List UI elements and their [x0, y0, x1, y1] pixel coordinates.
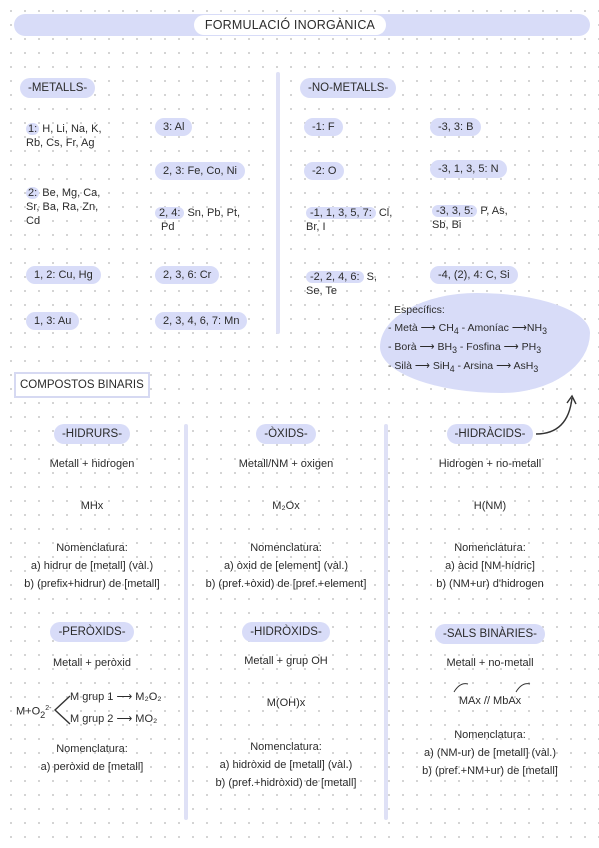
divider: [276, 72, 280, 334]
page-title: FORMULACIÓ INORGÀNICA: [194, 15, 386, 35]
hidracids-heading: -HIDRÀCIDS-: [447, 424, 534, 444]
oxids-block: [188, 424, 384, 591]
nomenclatura-label: Nomenclatura:: [56, 743, 128, 755]
nomenclatura-b: b) (pref.+NM+ur) de [metall]: [422, 765, 558, 777]
hidracids-block: [390, 424, 590, 591]
grup1: M grup 1 ⟶ M₂O₂: [70, 691, 162, 703]
metall-group: 2, 3: Fe, Co, Ni: [155, 162, 245, 180]
metall-group: 2, 3, 6: Cr: [155, 266, 219, 284]
nometall-group: -1, 1, 3, 5, 7: Cl, Br, I: [306, 207, 393, 233]
definition: Metall + no-metall: [446, 657, 534, 669]
nomenclatura-b: b) (prefix+hidrur) de [metall]: [24, 578, 160, 590]
especifics-label: Específics:: [394, 304, 445, 316]
nomenclatura-b: b) (NM+ur) d'hidrogen: [436, 578, 544, 590]
nomenclatura-a: a) òxid de [element] (vàl.): [223, 560, 349, 572]
metall-group: 2, 3, 4, 6, 7: Mn: [155, 312, 247, 330]
nometall-group: -4, (2), 4: C, Si: [430, 266, 518, 284]
nomenclatura-label: Nomenclatura:: [454, 542, 526, 554]
especific-row: - Silà ⟶ SiH$_4$ - Arsina ⟶ AsH$_3$: [388, 360, 539, 375]
metall-group: 2: Be, Mg, Ca, Sr, Ba, Ra, Zn, Cd: [26, 187, 101, 227]
peroxids-heading: -PERÒXIDS-: [50, 622, 133, 642]
grup2: M grup 2 ⟶ MO₂: [70, 713, 158, 725]
metall-group: 2, 4: Sn, Pb, Pt, Pd: [155, 206, 240, 234]
nomenclatura-a: a) àcid [NM-hídric]: [445, 560, 535, 572]
nometalls-heading: -NO-METALLS-: [300, 78, 396, 98]
formula: MHx: [80, 500, 104, 512]
metall-group: 1: H, Li, Na, K, Rb, Cs, Fr, Ag: [26, 123, 102, 149]
oxids-heading: -ÒXIDS-: [256, 424, 315, 444]
definition: Metall + peròxid: [53, 657, 131, 669]
crossover-arrows-icon: [430, 680, 550, 694]
definition: Metall + hidrogen: [49, 458, 135, 470]
hidrurs-heading: -HIDRURS-: [54, 424, 130, 444]
nomenclatura-b: b) (pref.+òxid) de [pref.+element]: [205, 578, 367, 590]
especifics-list: [388, 320, 588, 377]
nometall-group: -3, 3, 5: P, As, Sb, Bi: [432, 205, 508, 231]
nomenclatura-a: a) peròxid de [metall]: [40, 761, 144, 773]
nometall-group: -3, 1, 3, 5: N: [430, 160, 507, 178]
hidroxids-block: [188, 622, 384, 790]
bracket-icon: [52, 690, 72, 730]
hidrurs-block: [0, 424, 184, 591]
nometall-group: -2: O: [304, 162, 344, 180]
nometall-group: -3, 3: B: [430, 118, 481, 136]
nomenclatura-label: Nomenclatura:: [250, 741, 322, 753]
sals-block: [390, 624, 590, 778]
nomenclatura-a: a) (NM-ur) de [metall] (vàl.): [423, 747, 557, 759]
nomenclatura-a: a) hidrur de [metall] (vàl.): [30, 560, 154, 572]
especific-row: - Metà ⟶ $CH_4$ - Amoníac $⟶NH_3$: [388, 322, 547, 337]
formula: MAx // MbAx: [458, 695, 522, 707]
nomenclatura-b: b) (pref.+hidròxid) de [metall]: [215, 777, 357, 789]
formula: M(OH)x: [266, 697, 306, 709]
metall-group: 3: Al: [155, 118, 192, 136]
metalls-heading: -METALLS-: [20, 78, 95, 98]
hidroxids-heading: -HIDRÒXIDS-: [242, 622, 330, 642]
especific-row: - Borà ⟶ $BH_3$ - Fosfina ⟶ $PH_3$: [388, 341, 542, 356]
nomenclatura-label: Nomenclatura:: [56, 542, 128, 554]
peroxids-block: [0, 622, 184, 670]
metall-group: 1, 3: Au: [26, 312, 79, 330]
compostos-binaris-heading: COMPOSTOS BINARIS: [14, 372, 150, 398]
nometall-group: -2, 2, 4, 6: S, Se, Te: [306, 271, 377, 297]
nomenclatura-label: Nomenclatura:: [250, 542, 322, 554]
definition: Metall + grup OH: [244, 655, 328, 667]
formula: H(NM): [473, 500, 507, 512]
nomenclatura-a: a) hidròxid de [metall] (vàl.): [219, 759, 353, 771]
nomenclatura-label: Nomenclatura:: [454, 729, 526, 741]
metall-group: 1, 2: Cu, Hg: [26, 266, 101, 284]
peroxid-formula: $M+O_2^{2-}$: [16, 705, 52, 720]
definition: Hidrogen + no-metall: [438, 458, 542, 470]
nometall-group: -1: F: [304, 118, 343, 136]
formula: M₂Ox: [272, 500, 300, 512]
peroxids-nomenclatura: [0, 742, 184, 774]
sals-heading: -SALS BINÀRIES-: [435, 624, 545, 644]
definition: Metall/NM + oxigen: [238, 458, 334, 470]
divider: [384, 424, 388, 820]
